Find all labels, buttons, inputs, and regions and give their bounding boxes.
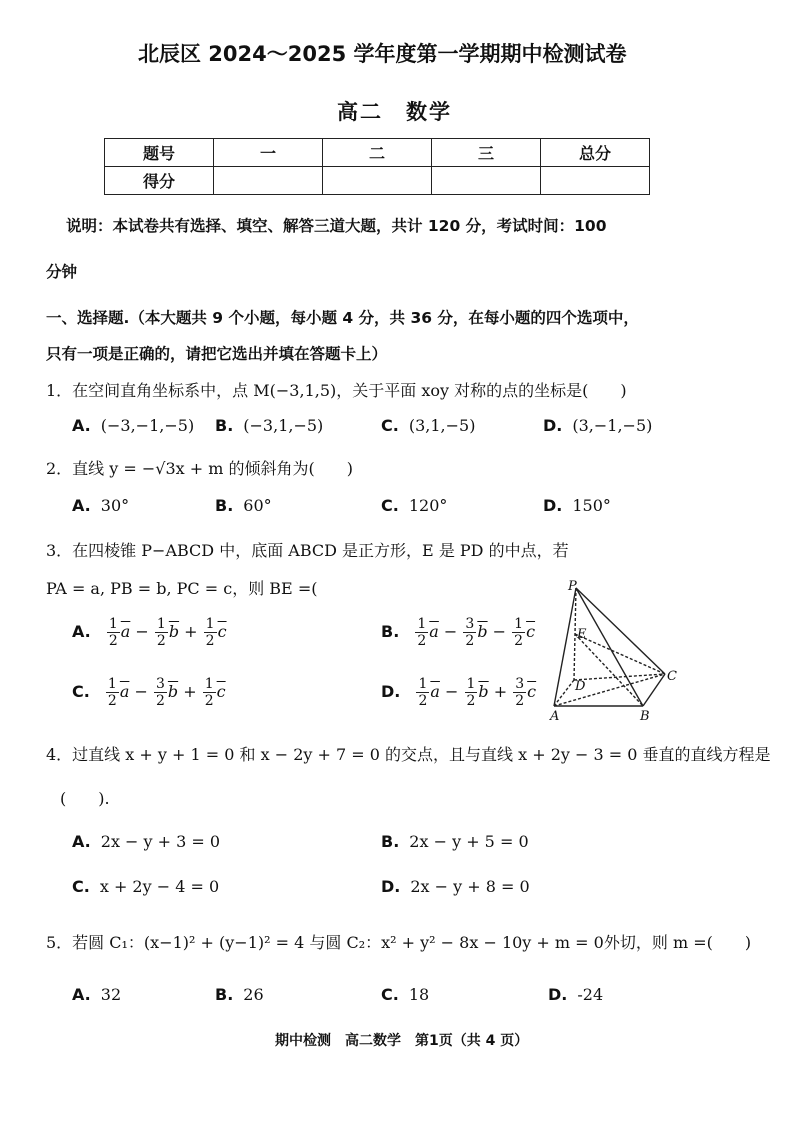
option-label: C. xyxy=(381,985,399,1004)
option-label: B. xyxy=(381,622,400,641)
question-5-option-a xyxy=(72,985,121,1004)
question-4-stem: 4．过直线 x + y + 1 = 0 和 x − 2y + 7 = 0 的交点，且与直线 x + 2y − 3 = 0 垂直的直线方程是 xyxy=(46,745,771,764)
score-cell: 题号 xyxy=(105,139,214,167)
question-3-option-d: D. $\frac{1}{2}$ $\overline{a}$ − $\frac{1}{2}$ $\overline{b}$ + $\frac{3}{2}$ $\overline{c}$ xyxy=(381,676,537,709)
option-label: B. xyxy=(215,496,234,515)
option-label: D. xyxy=(381,877,401,896)
option-value: (−3,1,−5) xyxy=(243,416,324,435)
option-label: C. xyxy=(72,682,90,701)
option-value: -24 xyxy=(577,985,604,1004)
section1-heading-cont: 只有一项是正确的，请把它选出并填在答题卡上） xyxy=(46,345,388,363)
question-5-option-c xyxy=(381,985,429,1004)
score-table-header-row xyxy=(105,139,650,167)
option-label: A. xyxy=(72,496,91,515)
question-2-stem: 2．直线 y = −√3x + m 的倾斜角为( ) xyxy=(46,459,354,478)
option-value: 120° xyxy=(408,496,448,515)
option-label: D. xyxy=(381,682,401,701)
option-value: (3,1,−5) xyxy=(408,416,476,435)
option-label: D. xyxy=(543,496,563,515)
question-4-option-c xyxy=(72,877,219,896)
question-1-option-d xyxy=(543,416,652,435)
instructions-line2: 分钟 xyxy=(46,263,78,281)
option-value: (−3,−1,−5) xyxy=(100,416,195,435)
option-value: (3,−1,−5) xyxy=(572,416,653,435)
score-cell: 三 xyxy=(432,139,541,167)
option-value: 30° xyxy=(100,496,130,515)
page-footer: 期中检测 高二数学 第1页（共 4 页） xyxy=(275,1033,529,1049)
question-1-stem: 1．在空间直角坐标系中，点 M(−3,1,5)，关于平面 xoy 对称的点的坐标是( ) xyxy=(46,381,627,400)
option-label: D. xyxy=(548,985,568,1004)
score-cell: 一 xyxy=(214,139,323,167)
question-4-option-a xyxy=(72,832,220,851)
vertex-label-e: E xyxy=(577,627,587,642)
option-label: B. xyxy=(381,832,400,851)
question-3-option-b: B. $\frac{1}{2}$ $\overline{a}$ − $\frac{3}{2}$ $\overline{b}$ − $\frac{1}{2}$ $\overline{c}$ xyxy=(381,616,536,649)
option-value: x + 2y − 4 = 0 xyxy=(99,877,220,896)
option-label: D. xyxy=(543,416,563,435)
option-label: A. xyxy=(72,832,91,851)
pyramid-figure xyxy=(548,578,688,723)
option-label: C. xyxy=(381,496,399,515)
question-1-option-b xyxy=(215,416,323,435)
option-label: C. xyxy=(72,877,90,896)
exam-title: 北辰区 2024～2025 学年度第一学期期中检测试卷 xyxy=(138,42,627,66)
instructions-line1: 说明：本试卷共有选择、填空、解答三道大题，共计 120 分，考试时间：100 xyxy=(66,217,607,235)
option-value: 60° xyxy=(243,496,272,515)
vertex-label-b: B xyxy=(640,709,650,723)
option-label: A. xyxy=(72,416,91,435)
option-label: A. xyxy=(72,622,91,641)
option-label: B. xyxy=(215,985,234,1004)
option-value: 18 xyxy=(408,985,430,1004)
option-label: A. xyxy=(72,985,91,1004)
option-label: C. xyxy=(381,416,399,435)
section1-heading: 一、选择题.（本大题共 9 个小题，每小题 4 分，共 36 分，在每小题的四个选项中， xyxy=(46,309,639,327)
question-2-option-c xyxy=(381,496,447,515)
vertex-label-p: P xyxy=(568,579,577,594)
score-input-cell xyxy=(323,167,432,195)
option-value: 32 xyxy=(100,985,122,1004)
score-cell: 得分 xyxy=(105,167,214,195)
option-value: 26 xyxy=(243,985,264,1004)
option-value: 2x − y + 8 = 0 xyxy=(410,877,530,896)
question-3-option-c: C. $\frac{1}{2}$ $\overline{a}$ − $\frac{3}{2}$ $\overline{b}$ + $\frac{1}{2}$ $\overline{c}$ xyxy=(72,676,226,709)
question-4-stem-cont: ( ). xyxy=(60,789,110,808)
score-input-cell xyxy=(541,167,650,195)
score-cell: 二 xyxy=(323,139,432,167)
question-3-stem-vectors: PA = a, PB = b, PC = c，则 BE =( xyxy=(46,579,318,598)
question-3-option-a: A. $\frac{1}{2}$ $\overline{a}$ − $\frac{1}{2}$ $\overline{b}$ + $\frac{1}{2}$ $\overline{c}$ xyxy=(72,616,227,649)
score-cell: 总分 xyxy=(541,139,650,167)
score-table-score-row xyxy=(105,167,650,195)
vertex-label-d: D xyxy=(575,679,586,694)
question-4-option-d xyxy=(381,877,530,896)
vertex-label-c: C xyxy=(667,669,677,684)
question-5-option-b xyxy=(215,985,264,1004)
option-label: B. xyxy=(215,416,234,435)
score-input-cell xyxy=(432,167,541,195)
score-table xyxy=(104,138,650,195)
question-2-option-a xyxy=(72,496,129,515)
question-3-stem: 3．在四棱锥 P−ABCD 中，底面 ABCD 是正方形，E 是 PD 的中点，若 xyxy=(46,541,569,560)
question-4-option-b xyxy=(381,832,529,851)
question-5-option-d xyxy=(548,985,603,1004)
exam-subtitle: 高二 数学 xyxy=(337,100,452,124)
score-input-cell xyxy=(214,167,323,195)
option-value: 2x − y + 3 = 0 xyxy=(100,832,221,851)
question-2-option-b xyxy=(215,496,272,515)
option-value: 150° xyxy=(572,496,611,515)
question-1-option-a xyxy=(72,416,194,435)
option-value: 2x − y + 5 = 0 xyxy=(409,832,529,851)
question-2-option-d xyxy=(543,496,611,515)
vertex-label-a: A xyxy=(550,709,560,723)
question-5-stem: 5．若圆 C₁：(x−1)² + (y−1)² = 4 与圆 C₂：x² + y² − 8x − 10y + m = 0外切，则 m =( ) xyxy=(46,933,752,952)
question-1-option-c xyxy=(381,416,475,435)
